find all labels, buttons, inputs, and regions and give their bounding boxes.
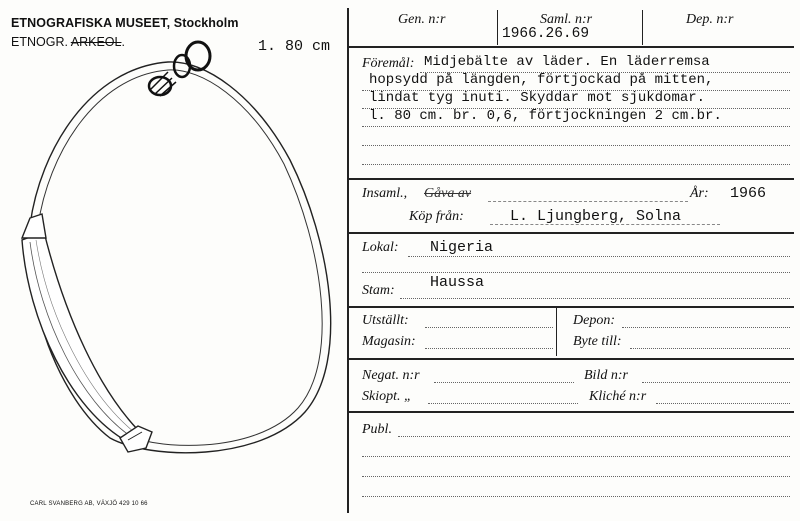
skiopt-label: Skiopt. „ (362, 389, 412, 404)
department-suffix: . (121, 35, 125, 49)
lokal-label: Lokal: (362, 240, 399, 255)
divider-lokal (347, 306, 794, 308)
department-struck: ARKEOL (70, 35, 122, 49)
divider-header (347, 46, 794, 48)
gen-label: Gen. n:r (398, 12, 446, 27)
foremal-line-2: hopsydd på längden, förtjockad på mitten, (369, 72, 714, 88)
divider-foremal (347, 178, 794, 180)
stam-label: Stam: (362, 283, 395, 298)
belt-drawing (0, 0, 350, 521)
foremal-line-1: Midjebälte av läder. En läderremsa (424, 54, 710, 70)
foremal-label: Föremål: (362, 56, 415, 71)
insaml-struck: Gåva av (424, 186, 472, 201)
year-label: År: (690, 186, 709, 201)
department-prefix: ETNOGR. (11, 35, 68, 49)
divider-status (347, 358, 794, 360)
saml-label: Saml. n:r (540, 12, 593, 27)
publ-label: Publ. (362, 422, 392, 437)
header-divider-1 (497, 10, 498, 45)
foremal-line-3: lindat tyg inuti. Skyddar mot sjukdomar. (369, 90, 706, 106)
year-value: 1966 (730, 185, 767, 202)
byte-label: Byte till: (573, 334, 622, 349)
status-divider (556, 308, 557, 356)
dep-label: Dep. n:r (686, 12, 734, 27)
kop-label: Köp från: (409, 209, 464, 224)
stam-value: Haussa (430, 274, 485, 291)
printer-imprint: CARL SVANBERG AB, VÄXJÖ 429 10 66 (30, 501, 148, 507)
magasin-label: Magasin: (362, 334, 416, 349)
insaml-label: Insaml., (362, 186, 408, 201)
utstallt-label: Utställt: (362, 313, 409, 328)
header-divider-2 (642, 10, 643, 45)
kliche-label: Kliché n:r (589, 389, 647, 404)
saml-value: 1966.26.69 (502, 26, 590, 42)
form-left-border (347, 8, 349, 513)
foremal-line-4: l. 80 cm. br. 0,6, förtjockningen 2 cm.br. (369, 108, 722, 124)
bild-label: Bild n:r (584, 368, 628, 383)
divider-insaml (347, 232, 794, 234)
negat-label: Negat. n:r (362, 368, 420, 383)
object-length: 1. 80 cm (258, 38, 331, 55)
museum-name: ETNOGRAFISKA MUSEET, Stockholm (11, 16, 239, 30)
lokal-value: Nigeria (430, 239, 494, 256)
depon-label: Depon: (573, 313, 615, 328)
kop-value: L. Ljungberg, Solna (510, 208, 682, 225)
divider-photo (347, 411, 794, 413)
